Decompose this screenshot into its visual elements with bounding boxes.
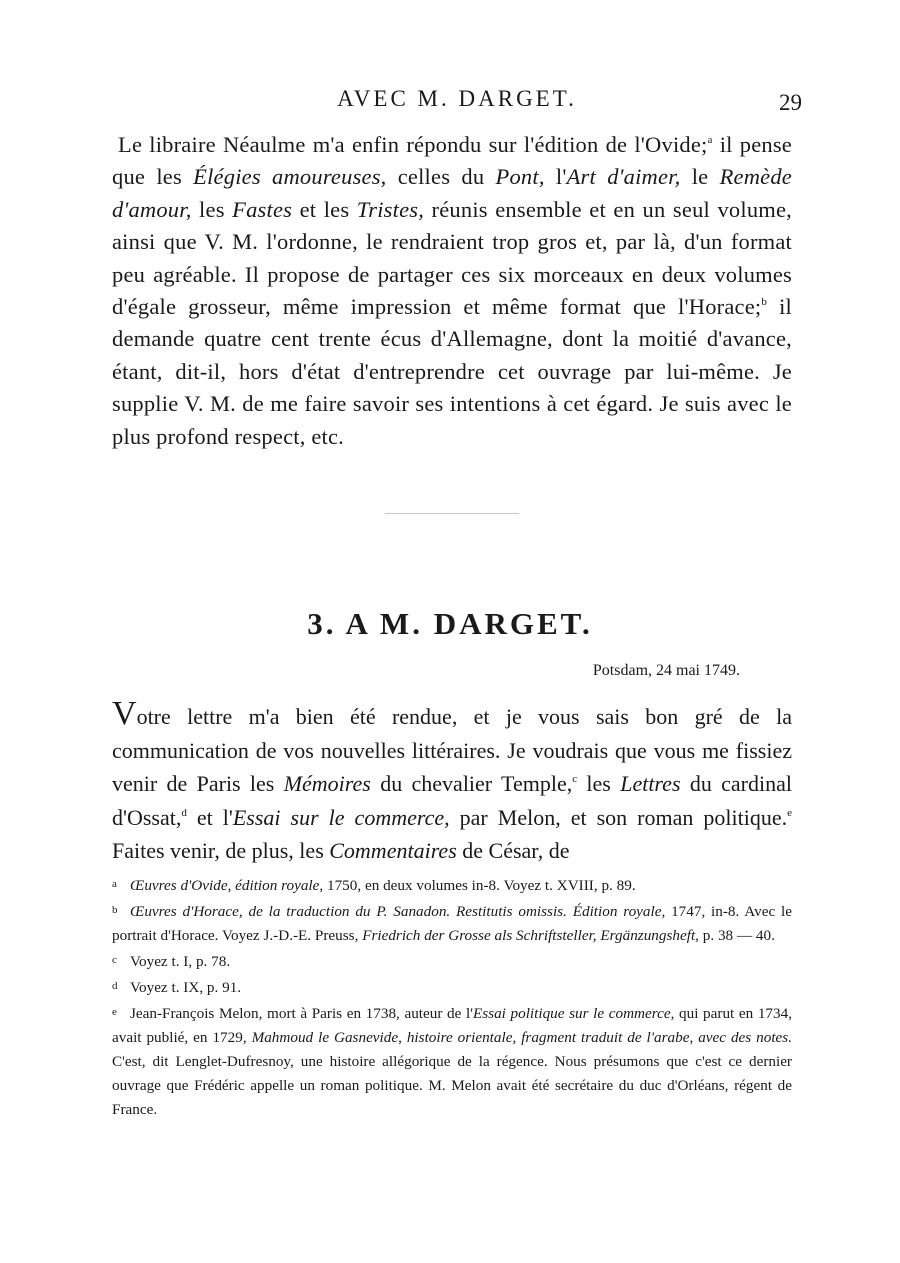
footnote-mark: a (112, 878, 117, 890)
text-segment: les (577, 771, 621, 796)
italic-title: Mémoires (283, 771, 371, 796)
footnote-b (112, 898, 792, 948)
footnote-marker-a: a (707, 134, 713, 146)
text-segment: de César, de (456, 838, 570, 863)
text-segment: du chevalier Temple, (370, 771, 573, 796)
text-segment: celles du (386, 164, 496, 190)
footnotes (112, 872, 792, 1122)
section-divider (385, 513, 519, 514)
footnote-mark: b (112, 904, 118, 916)
text-segment: les (191, 196, 233, 222)
text-segment: le (680, 164, 720, 190)
letter-dateline: Potsdam, 24 mai 1749. (592, 662, 740, 679)
text-segment: par Melon, et son roman politique. (449, 804, 788, 830)
text-segment: du cardinal d'Ossat, (112, 771, 792, 830)
footnote-text: Voyez t. I, p. 78. (130, 953, 231, 970)
italic-title: Essai sur le commerce, (232, 804, 450, 830)
page-header (112, 86, 802, 120)
footnote-c (112, 948, 792, 974)
previous-letter-text (112, 129, 792, 453)
letter-paragraph (112, 695, 792, 868)
footnote-text: 1747, in-8. Avec le portrait d'Horace. Voyez J.-D.-E. Preuss, (112, 903, 792, 944)
running-head: AVEC M. DARGET. (337, 86, 577, 111)
footnote-text: qui parut en 1734, avait publié, en 1729, (112, 1005, 793, 1046)
text-segment: réunis ensemble et en un seul volume, ainsi que V. M. l'ordonne, le rendraient trop gros et, par là, d'un format peu agréable. Il propose de partager ces six morceaux en deux volumes d'égale grosseur, même impression et même format que l'Horace; (112, 196, 792, 320)
text-segment: Faites venir, de plus, les (112, 838, 330, 863)
footnote-marker-b: b (761, 296, 768, 309)
footnote-e (112, 1000, 792, 1122)
text-segment: et l' (186, 804, 233, 830)
italic-title: Lettres (620, 771, 681, 796)
footnote-text: Voyez t. IX, p. 91. (130, 979, 242, 996)
previous-letter-paragraph (112, 129, 792, 453)
footnote-text: C'est, dit Lenglet-Dufresnoy, une histoire allégorique de la régence. Nous présumons que c'est ce dernier ouvrage que Frédéric appelle un roman politique. M. Melon avait été secrétaire du duc d'Orléans, régent de France. (112, 1053, 792, 1118)
page-number: 29 (779, 90, 802, 115)
letter-title: 3. A M. DARGET. (307, 606, 593, 641)
footnote-marker-e: e (787, 806, 792, 819)
italic-title: Fastes (232, 196, 293, 222)
italic-title: Tristes, (356, 196, 425, 222)
footnote-a (112, 872, 792, 898)
footnote-d (112, 974, 792, 1000)
italic-title: Pont, (495, 164, 545, 190)
text-segment: Le libraire Néaulme m'a enfin répondu sur l'édition de l'Ovide; (118, 132, 708, 157)
text-segment: otre lettre m'a bien été rendue, et je vous sais bon gré de la communication de vos nouvelles littéraires. Je voudrais que vous me fissiez venir de Paris les (112, 704, 792, 796)
text-segment: l' (544, 164, 567, 190)
footnote-italic: Friedrich der Grosse als Schriftsteller, Ergänzungsheft, (362, 927, 699, 944)
footnote-italic: Œuvres d'Horace, de la traduction du P. Sanadon. Restitutis omissis. Édition royale, (130, 903, 666, 920)
footnote-marker-d: d (181, 806, 187, 819)
letter-text (112, 695, 792, 868)
footnote-italic: Mahmoud le Gasnevide, histoire orientale, fragment traduit de l'arabe, avec des notes. (251, 1029, 793, 1046)
footnote-text: p. 38 — 40. (698, 927, 775, 944)
footnote-italic: Œuvres d'Ovide, édition royale, (130, 877, 324, 894)
text-segment: il demande quatre cent trente écus d'Allemagne, dont la moitié d'avance, étant, dit-il, hors d'état d'entreprendre cet ouvrage par lui-même. Je supplie V. M. de me faire savoir ses intentions à cet égard. Je suis avec le plus profond respect, etc. (112, 294, 792, 449)
footnote-text: Jean-François Melon, mort à Paris en 1738, auteur de l' (130, 1005, 473, 1022)
footnote-marker-c: c (572, 773, 578, 785)
footnote-mark: e (112, 1006, 117, 1018)
italic-title: Élégies amoureuses, (193, 164, 387, 190)
footnote-mark: d (112, 980, 118, 992)
text-segment: et les (292, 196, 357, 222)
footnote-text: 1750, en deux volumes in-8. Voyez t. XVIII, p. 89. (323, 877, 636, 894)
italic-title: Art d'aimer, (566, 164, 681, 190)
drop-cap: V (112, 695, 137, 732)
text-segment: il pense que les (112, 132, 792, 190)
italic-title: Commentaires (329, 838, 457, 863)
italic-title: Remède d'amour, (112, 164, 792, 222)
footnote-italic: Essai politique sur le commerce, (472, 1005, 675, 1022)
footnote-mark: c (112, 954, 117, 966)
